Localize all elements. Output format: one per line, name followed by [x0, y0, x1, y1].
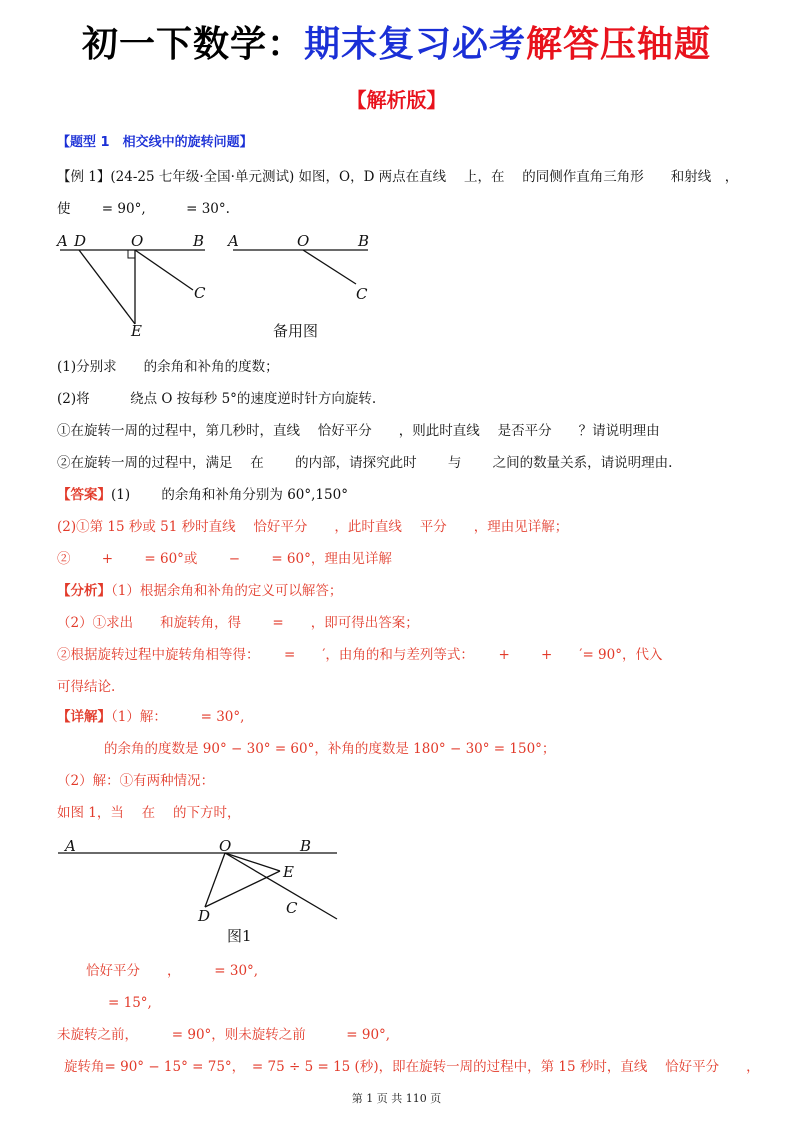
figure-3 [55, 833, 345, 948]
page-title [0, 20, 793, 70]
fig1-label-b: B [193, 232, 205, 250]
fig3-label-a: A [65, 837, 76, 855]
fig3-label-c: C [286, 899, 298, 917]
detail-line-2: 的余角的度数是 90° − 30° = 60°，补角的度数是 180° − 30° = 150°； [104, 741, 556, 757]
question-2-part-2: ②在旋转一周的过程中，满足 在 的内部，请探究此时 与 之间的数量关系，请说明理由. [57, 455, 673, 471]
answer-label: 【答案】 [57, 487, 111, 503]
figure-1 [55, 228, 225, 343]
figure-2-spare [225, 228, 385, 343]
analysis-line-4: 可得结论. [57, 679, 116, 695]
question-2-part-1: ①在旋转一周的过程中，第几秒时，直线 恰好平分 ，则此时直线 是否平分 ？请说明理由 [57, 423, 660, 439]
answer-text-1: (1) 的余角和补角分别为 60°,150° [111, 487, 348, 503]
question-2: (2)将 绕点 O 按每秒 5°的速度逆时针方向旋转. [57, 391, 377, 407]
section-heading: 【题型 1 相交线中的旋转问题】 [57, 135, 253, 150]
question-1: (1)分别求 的余角和补角的度数； [57, 359, 279, 375]
title-part-grade: 初一下数学： [81, 24, 304, 65]
fig2-label-b: B [358, 232, 370, 250]
detail-label: 【详解】 [57, 709, 111, 725]
analysis-line-3: ②根据旋转过程中旋转角相等得： = ′，由角的和与差列等式： + + ′= 90°，代入 [57, 647, 663, 663]
fig2-label-c: C [356, 285, 368, 303]
fig1-label-e: E [131, 322, 142, 340]
example-line-1: 【例 1】(24-25 七年级·全国·单元测试) 如图，O，D 两点在直线 上，在 的同侧作直角三角形 和射线 ， [57, 169, 739, 185]
analysis-label: 【分析】 [57, 583, 111, 599]
solution-line-4: 旋转角= 90° − 15° = 75°， = 75 ÷ 5 = 15 (秒)，即在旋转一周的过程中，第 15 秒时，直线 恰好平分 ， [64, 1059, 760, 1075]
solution-line-1: 恰好平分 ， = 30°, [86, 963, 259, 979]
fig3-label-b: B [300, 837, 312, 855]
fig1-label-a: A [57, 232, 68, 250]
analysis-line-2: （2）①求出 和旋转角，得 = ，即可得出答案； [57, 615, 419, 631]
fig3-caption: 图1 [227, 927, 252, 945]
answer-line-2: (2)①第 15 秒或 51 秒时直线 恰好平分 ，此时直线 平分 ，理由见详解； [57, 519, 569, 535]
fig3-label-d: D [198, 907, 211, 925]
title-part-review: 期末复习必考 [303, 24, 526, 65]
fig2-label-a: A [228, 232, 239, 250]
fig3-label-e: E [283, 863, 294, 881]
subtitle: 【解析版】 [346, 88, 447, 112]
fig2-caption: 备用图 [273, 322, 319, 340]
analysis-text-1: （1）根据余角和补角的定义可以解答； [111, 583, 343, 599]
solution-line-3: 未旋转之前， = 90°，则未旋转之前 = 90°, [57, 1027, 391, 1043]
analysis-line-1 [57, 581, 342, 601]
fig3-label-o: O [219, 837, 232, 855]
answer-line-1 [57, 485, 348, 505]
detail-line-3: （2）解：①有两种情况： [57, 773, 215, 789]
example-line-2: 使 = 90°, = 30°. [57, 201, 230, 217]
page-footer: 第 1 页 共 110 页 [351, 1092, 442, 1105]
fig1-label-c: C [194, 284, 206, 302]
solution-line-2: = 15°, [108, 995, 152, 1011]
fig2-label-o: O [297, 232, 310, 250]
fig1-label-o: O [131, 232, 144, 250]
detail-text-1: （1）解： = 30°, [111, 709, 245, 725]
detail-line-1 [57, 707, 244, 727]
answer-line-3: ② + = 60°或 − = 60°，理由见详解 [57, 551, 392, 567]
fig1-label-d: D [74, 232, 87, 250]
title-part-hard: 解答压轴题 [526, 24, 712, 65]
detail-line-4: 如图 1，当 在 的下方时， [57, 805, 241, 821]
